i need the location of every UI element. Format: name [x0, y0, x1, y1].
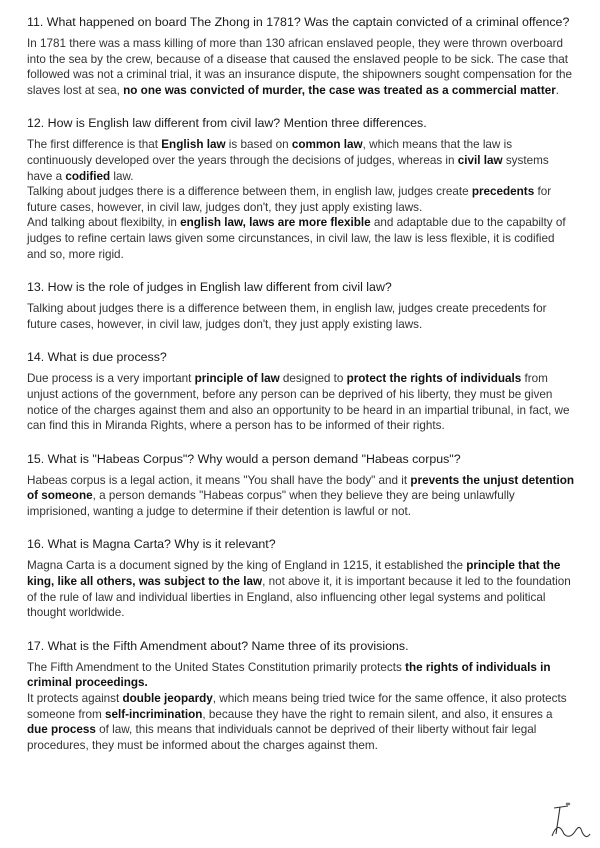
bold-phrase: double jeopardy: [122, 692, 213, 706]
qa-section: [27, 279, 575, 332]
text-run: of law, this means that individuals cannot be deprived of their liberty without fair legal procedures, they must be informed about the charges against them.: [27, 723, 537, 752]
bold-phrase: principle that the king, like all others, was subject to the law: [27, 559, 561, 589]
qa-section: [27, 115, 575, 262]
bold-phrase: protect the rights of individuals: [346, 372, 522, 386]
bold-phrase: precedents: [471, 185, 535, 199]
bold-phrase: the rights of individuals in criminal proceedings.: [27, 660, 551, 690]
question-heading: 11. What happened on board The Zhong in 1781? Was the captain convicted of a criminal offence?: [27, 15, 570, 29]
answer-body: [27, 301, 575, 332]
text-run: is based on: [225, 138, 292, 152]
text-run: Habeas corpus is a legal action, it means "You shall have the body" and it: [27, 473, 411, 487]
text-run: from unjust actions of the government, before any person can be deprived of his liberty, they must be given notice of the charges against them and also an opportunity to be heard in an impartial tribunal, in fact, we can find this in Miranda Rights, where a person has to be informed of their rights.: [27, 372, 570, 433]
question-heading: 14. What is due process?: [27, 350, 167, 365]
text-run: Magna Carta is a document signed by the king of England in 1215, it established the: [27, 559, 467, 573]
answer-body: [27, 137, 575, 262]
text-run: It protects against: [27, 692, 123, 706]
text-run: , which means that the law is continuously developed over the years through the decisions of judges, whereas in: [27, 138, 513, 167]
answer-paragraph: [27, 215, 575, 262]
signature-mark: [546, 800, 592, 842]
answer-body: [27, 473, 575, 520]
text-run: , which means being tried twice for the same offence, it also protects someone from: [27, 692, 567, 721]
bold-phrase: civil law: [457, 153, 503, 167]
bold-phrase: common law: [291, 138, 363, 152]
answer-body: [27, 371, 575, 433]
answer-paragraph: [27, 137, 575, 184]
question-heading: 12. How is English law different from civil law? Mention three differences.: [27, 116, 427, 131]
bold-phrase: no one was convicted of murder, the case was treated as a commercial matter: [123, 83, 556, 97]
qa-section: [27, 349, 575, 433]
question-heading: 17. What is the Fifth Amendment about? Name three of its provisions.: [27, 638, 409, 653]
text-run: , a person demands "Habeas corpus" when they believe they are being unlawfully imprisioned, wanting a judge to determine if their detention is lawful or not.: [27, 489, 515, 518]
answer-paragraph: [27, 36, 575, 98]
text-run: designed to: [279, 372, 347, 386]
text-run: The Fifth Amendment to the United States Constitution primarily protects: [27, 660, 406, 674]
qa-section: [27, 14, 575, 98]
answer-paragraph: [27, 301, 575, 332]
document-page: [27, 14, 575, 770]
bold-phrase: English law: [161, 138, 226, 152]
text-run: Talking about judges there is a difference between them, in english law, judges create precedents for future cases, however, in civil law, judges don't, they just apply existing laws.: [27, 302, 547, 331]
bold-phrase: principle of law: [194, 372, 280, 386]
bold-phrase: codified: [65, 169, 111, 183]
text-run: and adaptable due to the capabilty of judges to refine certain laws given some circunstances, in civil law, the law is less flexible, it is codified and so, more rigid.: [27, 216, 566, 261]
answer-paragraph: [27, 558, 575, 620]
text-run: In 1781 there was a mass killing of more than 130 african enslaved people, they were thrown overboard into the sea by the crew, because of a disease that caused the enslaved people to be sick. The case that followed was not a criminal trial, it was an insurance dispute, the shipowners sought compensation for the slaves lost at sea,: [27, 37, 573, 97]
answer-paragraph: [27, 691, 575, 753]
text-run: for future cases, however, in civil law, judges don't, they just apply existing laws.: [27, 185, 552, 214]
bold-phrase: prevents the unjust detention of someone: [27, 473, 575, 503]
question-heading: 16. What is Magna Carta? Why is it relevant?: [27, 537, 276, 552]
question-heading: 15. What is "Habeas Corpus"? Why would a person demand "Habeas corpus"?: [27, 451, 461, 466]
text-run: , not above it, it is important because it led to the foundation of the rule of law and individual liberties in England, also influencing other legal systems and political thought worldwide.: [27, 575, 571, 620]
bold-phrase: due process: [27, 723, 96, 737]
qa-section: [27, 451, 575, 520]
answer-paragraph: [27, 371, 575, 433]
answer-body: [27, 558, 575, 620]
qa-section: [27, 638, 575, 754]
qa-section: [27, 536, 575, 620]
text-run: law.: [110, 169, 134, 183]
text-run: Talking about judges there is a difference between them, in english law, judges create: [27, 185, 472, 199]
answer-paragraph: [27, 660, 575, 691]
question-heading: 13. How is the role of judges in English law different from civil law?: [27, 280, 392, 295]
text-run: .: [555, 83, 560, 97]
bold-phrase: self-incrimination: [104, 707, 203, 721]
bold-phrase: english law, laws are more flexible: [180, 216, 371, 230]
answer-body: [27, 36, 575, 98]
text-run: The first difference is that: [27, 138, 162, 152]
text-run: And talking about flexibilty, in: [27, 216, 181, 230]
answer-paragraph: [27, 184, 575, 215]
answer-paragraph: [27, 473, 575, 520]
answer-body: [27, 660, 575, 754]
text-run: Due process is a very important: [27, 372, 195, 386]
text-run: systems have a: [27, 153, 549, 183]
text-run: , because they have the right to remain silent, and also, it ensures a: [202, 707, 553, 721]
